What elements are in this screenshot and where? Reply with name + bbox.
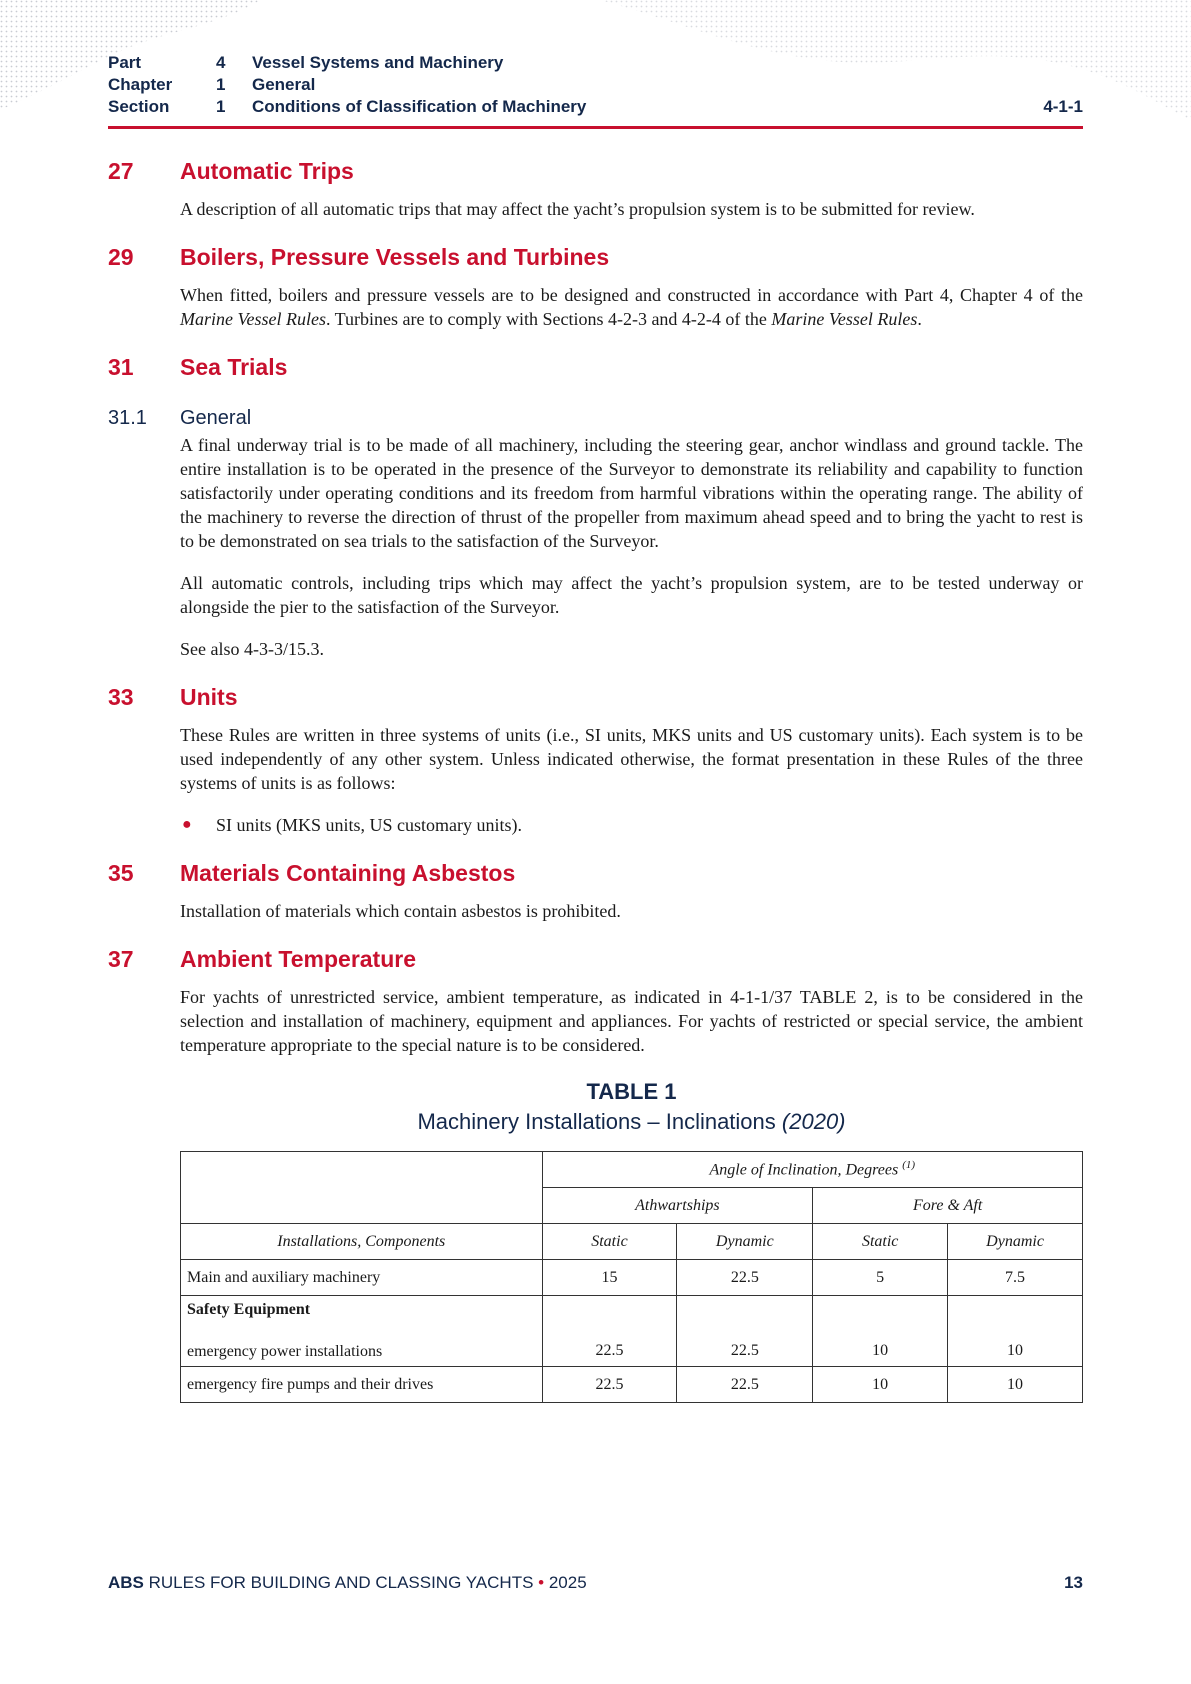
header-dynamic: Dynamic — [677, 1224, 813, 1260]
header-number: 1 — [216, 97, 226, 116]
table-cell: 22.5 — [542, 1296, 677, 1367]
units-bullet-item — [180, 813, 1083, 837]
header-row-part — [108, 52, 1083, 74]
table-cell: 10 — [948, 1296, 1083, 1367]
header-row-chapter — [108, 74, 1083, 96]
table-cell: 10 — [813, 1367, 948, 1403]
table-cell-name — [181, 1296, 543, 1367]
text-run: When fitted, boilers and pressure vessels are to be designed and constructed in accordance with Part 4, Chapter 4 of the — [180, 285, 1083, 305]
section-number: 29 — [108, 244, 134, 270]
section-37-paragraph: For yachts of unrestricted service, ambient temperature, as indicated in 4-1-1/37 TABLE 2, is to be considered in the selection and installation of machinery, equipment and appliances. For yachts of restricted or special service, the ambient temperature appropriate to the special nature is to be considered. — [180, 987, 1083, 1055]
section-title: Sea Trials — [180, 354, 288, 380]
bullet-icon: ● — [182, 816, 192, 833]
bullet-text: SI units (MKS units, US customary units). — [216, 815, 523, 835]
section-title: Ambient Temperature — [180, 946, 417, 972]
section-title: Units — [180, 684, 238, 710]
section-29-paragraph — [180, 283, 1083, 331]
header-label: Chapter — [108, 75, 173, 94]
section-29-heading — [108, 239, 1083, 275]
header-text: Angle of Inclination, Degrees — [709, 1161, 903, 1179]
section-27-paragraph: A description of all automatic trips that may affect the yacht’s propulsion system is to be submitted for review. — [180, 199, 975, 219]
header-athwartships: Athwartships — [542, 1188, 813, 1224]
running-header — [108, 52, 1083, 118]
header-rule — [108, 126, 1083, 129]
page-footer — [108, 1572, 1083, 1594]
section-reference: 4-1-1 — [1043, 97, 1083, 116]
page-content — [108, 153, 1083, 1403]
footer-title: RULES FOR BUILDING AND CLASSING YACHTS — [143, 1573, 539, 1592]
header-number: 1 — [216, 75, 226, 94]
section-title: Materials Containing Asbestos — [180, 860, 516, 886]
section-33-paragraph: These Rules are written in three systems of units (i.e., SI units, MKS units and US customary units). Each system is to be used independently of any other system. Unless indicated otherwise, the format presentation in these Rules of the three systems of units is as follows: — [180, 725, 1083, 793]
header-static: Static — [813, 1224, 948, 1260]
rule-reference: Marine Vessel Rules — [771, 309, 918, 329]
section-number: 35 — [108, 860, 134, 886]
table-corner-cell — [181, 1152, 543, 1224]
section-31-heading — [108, 349, 1083, 385]
section-31-paragraph-3: See also 4-3-3/15.3. — [180, 639, 324, 659]
table-title-year: (2020) — [781, 1109, 846, 1134]
header-label: Part — [108, 53, 142, 72]
table-cell: 10 — [813, 1296, 948, 1367]
header-label: Section — [108, 97, 170, 116]
table-cell: 22.5 — [542, 1367, 677, 1403]
table-label: TABLE 1 — [586, 1079, 677, 1104]
section-title: Boilers, Pressure Vessels and Turbines — [180, 244, 610, 270]
header-title: Conditions of Classification of Machinery — [252, 97, 587, 116]
header-title: General — [252, 75, 316, 94]
rule-reference: Marine Vessel Rules — [180, 309, 326, 329]
page-number: 13 — [1064, 1573, 1083, 1592]
header-static: Static — [542, 1224, 677, 1260]
header-dynamic: Dynamic — [948, 1224, 1083, 1260]
table-header-row — [181, 1224, 1083, 1260]
table-cell-name: Main and auxiliary machinery — [181, 1260, 543, 1296]
header-number: 4 — [216, 53, 226, 72]
row-name: emergency power installations — [187, 1343, 383, 1360]
section-title: Automatic Trips — [180, 158, 354, 184]
table-cell: 15 — [542, 1260, 677, 1296]
footer-separator: • — [538, 1573, 545, 1592]
table-row — [181, 1260, 1083, 1296]
table-header-row — [181, 1152, 1083, 1188]
table-row — [181, 1296, 1083, 1367]
section-number: 27 — [108, 158, 134, 184]
header-fore-aft: Fore & Aft — [813, 1188, 1083, 1224]
subsection-number: 31.1 — [108, 407, 147, 429]
text-run: . Turbines are to comply with Sections 4-2-3 and 4-2-4 of the — [325, 309, 772, 329]
text-run: . — [917, 309, 922, 329]
header-row-section — [108, 96, 1083, 118]
section-number: 37 — [108, 946, 134, 972]
footnote-marker: (1) — [902, 1159, 916, 1172]
table-title — [180, 1107, 1083, 1137]
table-cell-name: emergency fire pumps and their drives — [181, 1367, 543, 1403]
inclinations-table — [180, 1151, 1083, 1403]
table-row — [181, 1367, 1083, 1403]
section-number: 33 — [108, 684, 134, 710]
table-title-text: Machinery Installations – Inclinations — [417, 1109, 782, 1134]
table-caption — [180, 1077, 1083, 1137]
footer-brand: ABS — [108, 1573, 144, 1592]
header-title: Vessel Systems and Machinery — [252, 53, 504, 72]
header-installations: Installations, Components — [181, 1224, 543, 1260]
group-label: Safety Equipment — [187, 1301, 311, 1318]
section-31-paragraph-2: All automatic controls, including trips which may affect the yacht’s propulsion system, are to be tested underway or alongside the pier to the satisfaction of the Surveyor. — [180, 573, 1083, 617]
header-angle-of-inclination — [542, 1152, 1082, 1188]
section-35-heading — [108, 855, 1083, 891]
table-cell: 10 — [948, 1367, 1083, 1403]
table-cell: 5 — [813, 1260, 948, 1296]
subsection-31-1-heading — [108, 403, 1083, 433]
section-number: 31 — [108, 354, 134, 380]
section-31-paragraph-1: A final underway trial is to be made of all machinery, including the steering gear, anchor windlass and ground tackle. The entire installation is to be operated in the presence of the Surveyor to demonstrate its reliability and capability to function satisfactorily under operating conditions and its freedom from harmful vibrations within the operating range. The ability of the machinery to reverse the direction of thrust of the propeller from maximum ahead speed and to bring the yacht to rest is to be demonstrated on sea trials to the satisfaction of the Surveyor. — [180, 435, 1083, 551]
section-27-heading — [108, 153, 1083, 189]
table-cell: 22.5 — [677, 1296, 813, 1367]
section-37-heading — [108, 941, 1083, 977]
table-cell: 7.5 — [948, 1260, 1083, 1296]
footer-year: 2025 — [544, 1573, 587, 1592]
table-cell: 22.5 — [677, 1367, 813, 1403]
section-35-paragraph: Installation of materials which contain asbestos is prohibited. — [180, 901, 621, 921]
section-33-heading — [108, 679, 1083, 715]
subsection-title: General — [180, 407, 252, 429]
table-cell: 22.5 — [677, 1260, 813, 1296]
